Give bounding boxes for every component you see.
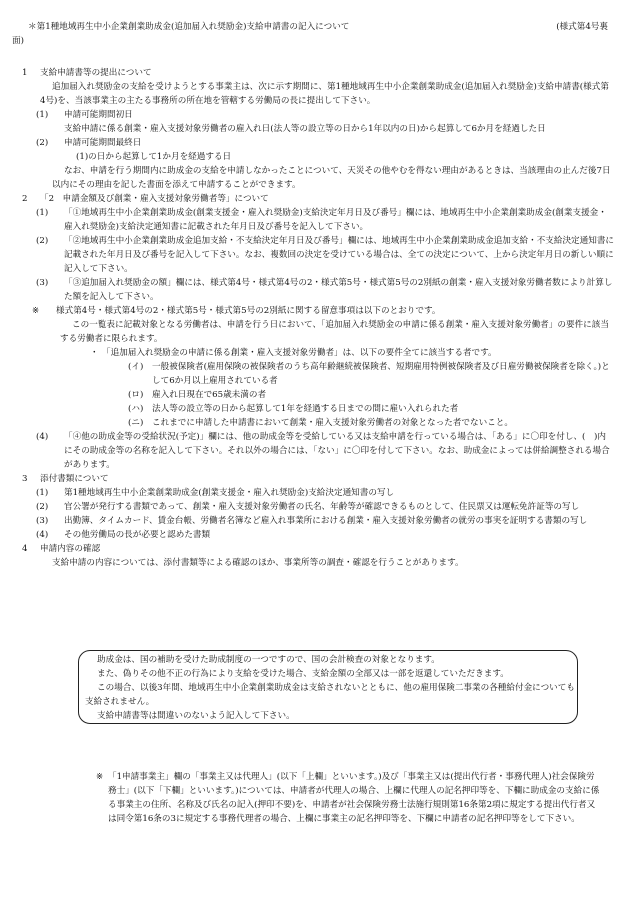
item-number: (1) [36, 488, 49, 498]
page-title: ＊第1種地域再生中小企業創業助成金(追加届入れ奨励金)支給申請書の記入について [28, 22, 350, 32]
bullet-text: 「追加届入れ奨励金の申請に係る創業・雇入支援対象労働者」は、以下の要件全てに該当する者です。 [102, 348, 497, 358]
item-number: (1) [36, 110, 49, 120]
section-3-heading [12, 472, 614, 486]
section-1-item-2 [12, 136, 614, 150]
notice-paragraph: この場合、以後3年間、地域再生中小企業創業助成金は支給されないとともに、他の雇用保険二事業の各種給付金についても支給されません。 [85, 683, 575, 707]
form-number-continued: 面) [12, 36, 24, 46]
condition-text: 一般被保険者(雇用保険の被保険者のうち高年齢継続被保険者、短期雇用特例被保険者及び日雇労働被保険者を除く。)として6か月以上雇用されている者 [152, 362, 610, 386]
section-4-body: 支給申請の内容については、添付書類等による確認のほか、事業所等の調査・確認を行うことがあります。 [52, 558, 464, 568]
item-body: 官公署が発行する書類であって、創業・雇入支援対象労働者の氏名、年齢等が確認できるものとして、住民票又は運転免許証等の写し [64, 502, 580, 512]
section-1-item-2-body-1: (1)の日から起算して1か月を経過する日 [76, 152, 232, 162]
footnote [96, 770, 600, 826]
section-1-heading [12, 66, 614, 80]
item-number: (2) [36, 236, 49, 246]
condition-mark: (イ) [128, 362, 144, 372]
notice-paragraph: また、偽りその他不正の行為により支給を受けた場合、支給金額の全部又は一部を返還していただきます。 [97, 669, 509, 679]
attachment-item [12, 528, 614, 542]
item-body: 「③追加届入れ奨励金の額」欄には、様式第4号・様式第4号の2・様式第5号・様式第5号の2別紙の創業・雇入支援対象労働者数により計算した額を記入して下さい。 [64, 278, 613, 302]
form-number: (様式第4号裏 [556, 22, 608, 32]
item-number: (4) [36, 432, 49, 442]
note-mark: ※ [32, 306, 40, 316]
footnote-text: 「1申請事業主」欄の「事業主又は代理人」(以下「上欄」といいます。)及び「事業主又は(提出代行者・事務代理人)社会保険労務士」(以下「下欄」といいます。)については、申請者が代理人の場合、上欄に代理人の記名押印等を、下欄に助成金の支給に係る事業主の住所、名称及び氏名の記入(押印不要)を、申請者が社会保険労務士法施行規則第16条第2項に規定する提出代行者又は同令第16条の3に規定する事務代理者の場合、上欄に事業主の記名押印等を、下欄に申請者の記名押印等をして下さい。 [108, 772, 600, 824]
item-number: (3) [36, 278, 49, 288]
section-1-item-1 [12, 108, 614, 122]
condition-item [128, 416, 614, 430]
condition-item [128, 388, 614, 402]
section-number: 4 [22, 544, 28, 554]
item-title: 申請可能期間最終日 [64, 138, 142, 148]
section-2-item-2 [12, 234, 614, 276]
section-title: 支給申請書等の提出について [40, 68, 152, 78]
item-body: 「④他の助成金等の受給状況(予定)」欄には、他の助成金等を受給している又は支給申請を行っている場合は、「ある」に〇印を付し、( )内にその助成金等の名称を記入して下さい。それ以外の場合には、「ない」に〇印を付して下さい。なお、助成金によっては併給調整される場合があります。 [64, 432, 610, 470]
attachment-item [12, 486, 614, 500]
note-title: 様式第4号・様式第4号の2・様式第5号・様式第5号の2別紙に関する留意事項は以下のとおりです。 [56, 306, 441, 316]
notice-paragraph: 支給申請書等は間違いのないよう記入して下さい。 [97, 711, 295, 721]
section-2-heading [12, 192, 614, 206]
item-body: その他労働局の長が必要と認めた書類 [64, 530, 211, 540]
item-body: 「②地域再生中小企業創業助成金追加支給・不支給決定年月日及び番号」欄には、地域再生中小企業創業助成金追加支給・不支給決定通知書に記載された年月日及び番号を記入して下さい。なお、複数回の決定を受けている場合は、全ての決定について、上から決定年月日の新しい順に記入して下さい。 [64, 236, 615, 274]
item-body: 第1種地域再生中小企業創業助成金(創業支援金・雇入れ奨励金)支給決定通知書の写し [64, 488, 395, 498]
condition-text: これまでに申請した申請書において創業・雇入支援対象労働者の対象となった者でないこと。 [152, 418, 513, 428]
attachment-item [12, 500, 614, 514]
item-number: (2) [36, 502, 49, 512]
notice-box [78, 650, 578, 724]
section-number: 3 [22, 474, 28, 484]
item-number: (1) [36, 208, 49, 218]
section-4-heading [12, 542, 614, 556]
item-number: (3) [36, 516, 49, 526]
attachment-item [12, 514, 614, 528]
section-2-item-4 [12, 430, 614, 472]
section-2-item-1 [12, 206, 614, 234]
condition-item [128, 360, 614, 388]
condition-item [128, 402, 614, 416]
section-2-bullet [90, 346, 614, 360]
condition-text: 雇入れ日現在で65歳未満の者 [152, 390, 267, 400]
section-title: 申請内容の確認 [40, 544, 101, 554]
section-1-item-1-body: 支給申請に係る創業・雇入支援対象労働者の雇入れ日(法人等の設立等の日から1年以内の日)から起算して6か月を経過した日 [64, 124, 546, 134]
section-2-item-3 [12, 276, 614, 304]
condition-mark: (ロ) [128, 390, 144, 400]
item-number: (2) [36, 138, 49, 148]
condition-text: 法人等の設立等の日から起算して1年を経過する日までの間に雇い入れられた者 [152, 404, 459, 414]
section-1-item-2-body-2: なお、申請を行う期間内に助成金の支給を申請しなかったことについて、天災その他やむを得ない理由があるときは、当該理由の止んだ後7日以内にその理由を記した書面を添えて申請することができます。 [52, 166, 611, 190]
item-title: 申請可能期間初日 [64, 110, 133, 120]
condition-mark: (ハ) [128, 404, 144, 414]
item-body: 「①地域再生中小企業創業助成金(創業支援金・雇入れ奨励金)支給決定年月日及び番号」欄には、地域再生中小企業創業助成金(創業支援金・雇入れ奨励金)支給決定通知書に記載された年月日及び番号を記入して下さい。 [64, 208, 607, 232]
section-number: 2 [22, 194, 28, 204]
item-number: (4) [36, 530, 49, 540]
instructions-body [12, 66, 614, 570]
notice-paragraph: 助成金は、国の補助を受けた助成制度の一つですので、国の会計検査の対象となります。 [97, 655, 440, 665]
section-title: 添付書類について [40, 474, 109, 484]
item-body: 出勤簿、タイムカード、賃金台帳、労働者名簿など雇入れ事業所における創業・雇入支援対象労働者の就労の事実を証明する書類の写し [64, 516, 588, 526]
section-2-note-body: この一覧表に記載対象となる労働者は、申請を行う日において、「追加届入れ奨励金の申請に係る創業・雇入支援対象労働者」の要件に該当する労働者に限られます。 [60, 320, 609, 344]
section-number: 1 [22, 68, 28, 78]
section-1-body: 追加届入れ奨励金の支給を受けようとする事業主は、次に示す期間に、第1種地域再生中小企業創業助成金(追加届入れ奨励金)支給申請書(様式第4号)を、当該事業主の主たる事務所の所在地を管轄する労働局の長に提出して下さい。 [40, 82, 609, 106]
section-2-note [12, 304, 614, 318]
footnote-mark: ※ [96, 772, 104, 782]
bullet-mark: ・ [90, 348, 99, 358]
notice-text [85, 653, 575, 723]
condition-mark: (ニ) [128, 418, 144, 428]
section-title: 「2 申請金額及び創業・雇入支援対象労働者等」について [40, 194, 269, 204]
